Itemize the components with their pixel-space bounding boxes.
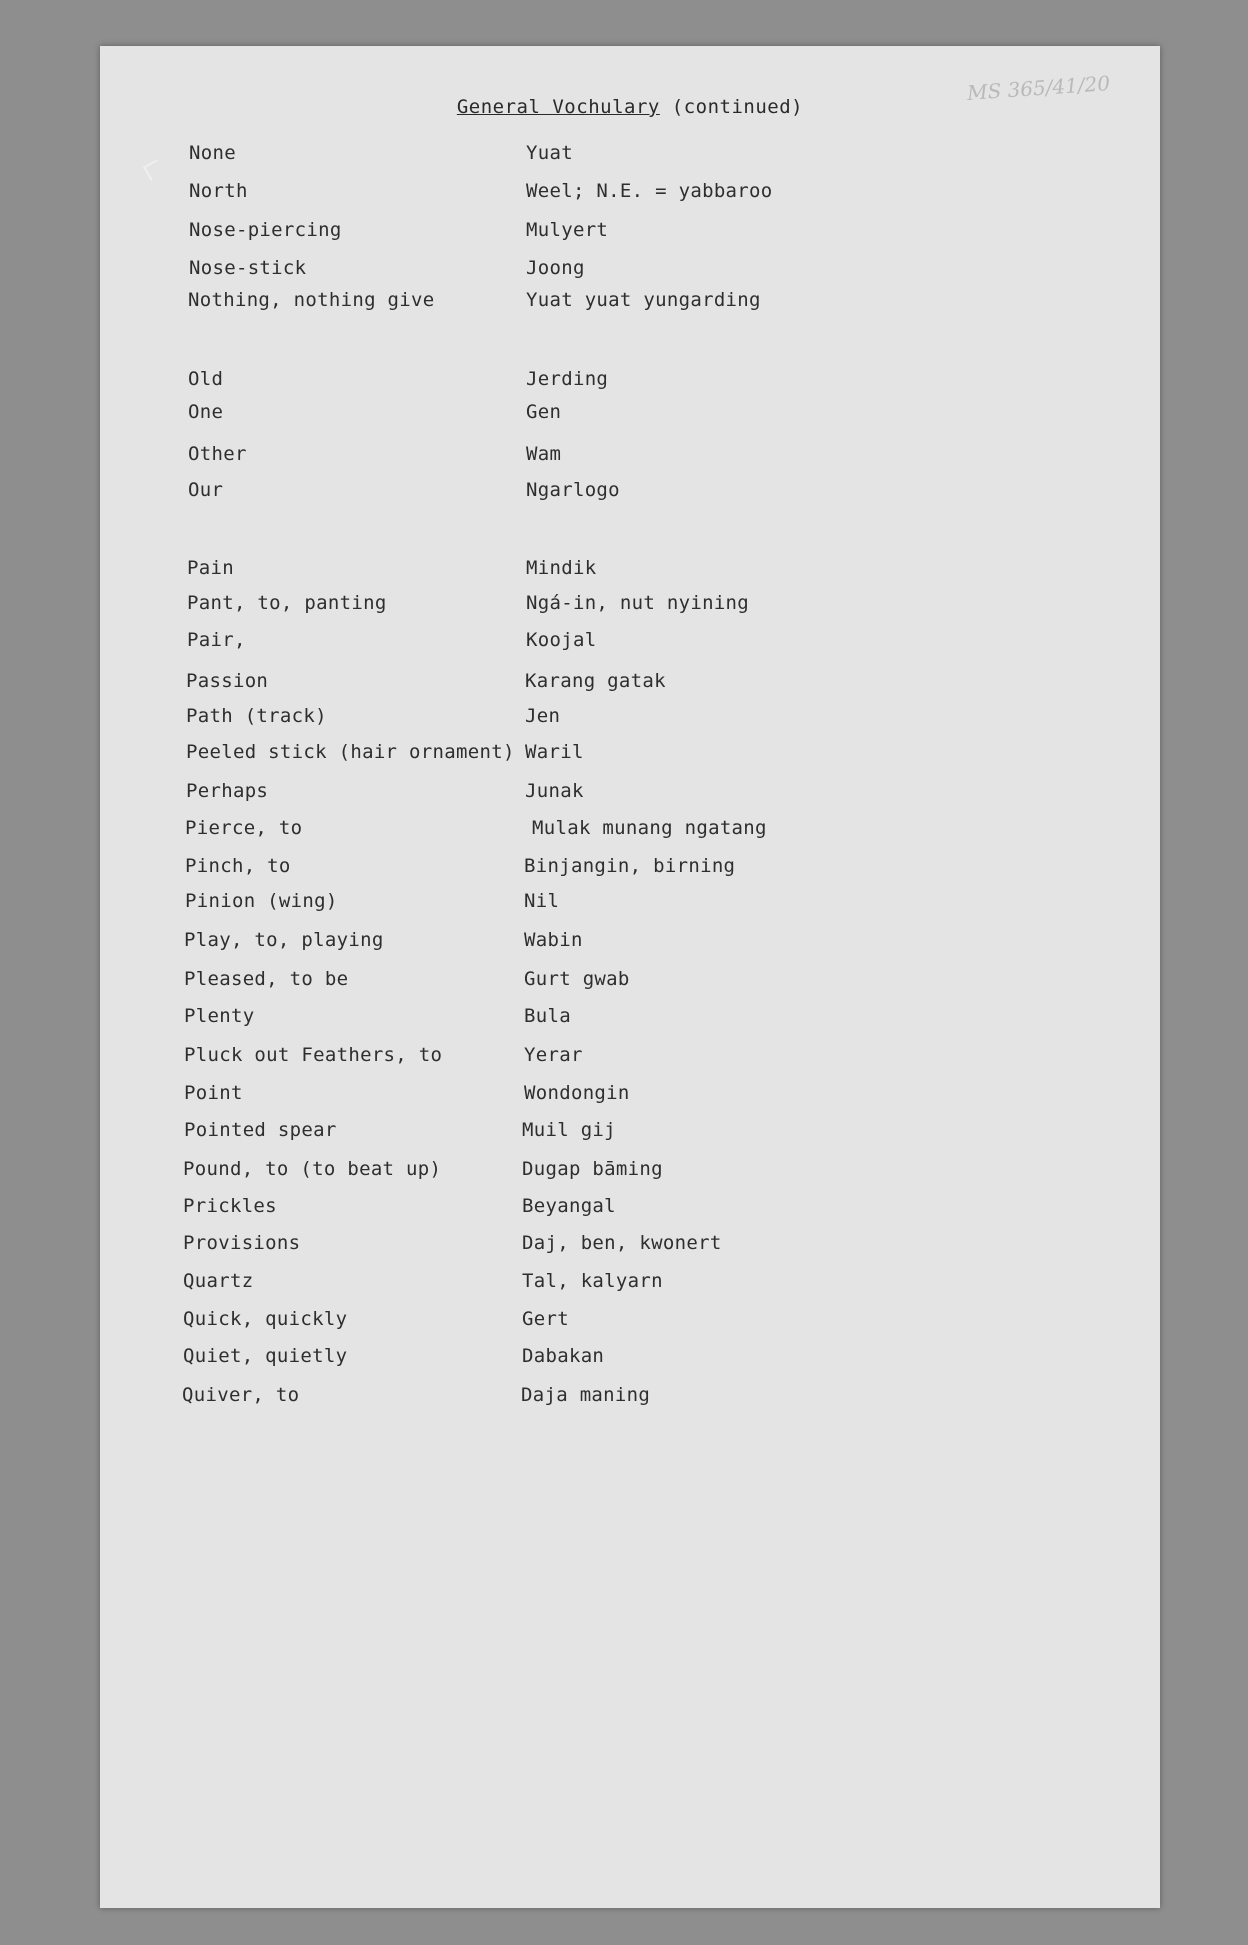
vocabulary-entry bbox=[100, 257, 1160, 287]
english-term: Pointed spear bbox=[184, 1119, 337, 1141]
vocabulary-entry bbox=[100, 142, 1160, 172]
vocabulary-entry bbox=[100, 368, 1160, 398]
english-term: Quick, quickly bbox=[183, 1308, 348, 1330]
english-term: Pair, bbox=[187, 629, 246, 651]
english-term: Pierce, to bbox=[185, 817, 303, 839]
vocabulary-entry bbox=[100, 817, 1160, 847]
vocabulary-entry bbox=[100, 629, 1160, 659]
native-term: Junak bbox=[525, 780, 584, 802]
native-term: Mindik bbox=[526, 557, 597, 579]
heading-title: General Vochulary bbox=[456, 96, 660, 118]
vocabulary-entry bbox=[100, 443, 1160, 473]
vocabulary-entry bbox=[100, 1384, 1160, 1414]
vocabulary-entry bbox=[100, 1308, 1160, 1338]
native-term: Wabin bbox=[524, 929, 583, 951]
vocabulary-entry bbox=[100, 855, 1160, 885]
english-term: Old bbox=[188, 368, 224, 390]
native-term: Nil bbox=[524, 890, 560, 912]
english-term: Play, to, playing bbox=[184, 929, 384, 951]
english-term: Quiver, to bbox=[182, 1384, 300, 1406]
english-term: Quartz bbox=[183, 1270, 254, 1292]
vocabulary-entry bbox=[100, 1082, 1160, 1112]
native-term: Yuat bbox=[526, 142, 573, 164]
vocabulary-entry bbox=[100, 1044, 1160, 1074]
vocabulary-list bbox=[100, 46, 1160, 1908]
english-term: Path (track) bbox=[186, 705, 327, 727]
native-term: Binjangin, birning bbox=[524, 855, 736, 877]
vocabulary-entry bbox=[100, 741, 1160, 771]
vocabulary-entry bbox=[100, 1158, 1160, 1188]
native-term: Gen bbox=[526, 401, 562, 423]
native-term: Jerding bbox=[526, 368, 609, 390]
english-term: Nose-stick bbox=[189, 257, 307, 279]
vocabulary-entry bbox=[100, 557, 1160, 587]
native-term: Mulyert bbox=[526, 219, 609, 241]
english-term: Pain bbox=[187, 557, 234, 579]
native-term: Weel; N.E. = yabbaroo bbox=[526, 180, 773, 202]
vocabulary-entry bbox=[100, 401, 1160, 431]
english-term: Other bbox=[188, 443, 247, 465]
native-term: Gurt gwab bbox=[524, 968, 630, 990]
native-term: Gert bbox=[522, 1308, 569, 1330]
vocabulary-entry bbox=[100, 780, 1160, 810]
vocabulary-entry bbox=[100, 479, 1160, 509]
vocabulary-entry bbox=[100, 1119, 1160, 1149]
vocabulary-entry bbox=[100, 289, 1160, 319]
english-term: Point bbox=[184, 1082, 243, 1104]
english-term: Pleased, to be bbox=[184, 968, 349, 990]
native-term: Yuat yuat yungarding bbox=[526, 289, 761, 311]
english-term: Nose-piercing bbox=[189, 219, 342, 241]
archive-reference-pencil: MS 365/41/20 bbox=[966, 71, 1111, 105]
english-term: Plenty bbox=[184, 1005, 255, 1027]
native-term: Bula bbox=[524, 1005, 571, 1027]
english-term: Pinch, to bbox=[185, 855, 291, 877]
native-term: Jen bbox=[525, 705, 561, 727]
native-term: Dugap bāming bbox=[522, 1158, 663, 1180]
english-term: Nothing, nothing give bbox=[188, 289, 435, 311]
english-term: Pinion (wing) bbox=[185, 890, 338, 912]
native-term: Mulak munang ngatang bbox=[532, 817, 767, 839]
vocabulary-entry bbox=[100, 1270, 1160, 1300]
english-term: Pluck out Feathers, to bbox=[184, 1044, 443, 1066]
native-term: Wondongin bbox=[524, 1082, 630, 1104]
english-term: Our bbox=[188, 479, 224, 501]
heading-suffix: (continued) bbox=[671, 96, 804, 118]
english-term: Pant, to, panting bbox=[187, 592, 387, 614]
vocabulary-entry bbox=[100, 929, 1160, 959]
vocabulary-entry bbox=[100, 1005, 1160, 1035]
english-term: Prickles bbox=[183, 1195, 277, 1217]
native-term: Dabakan bbox=[522, 1345, 605, 1367]
vocabulary-entry bbox=[100, 1345, 1160, 1375]
vocabulary-entry bbox=[100, 890, 1160, 920]
native-term: Daj, ben, kwonert bbox=[522, 1232, 722, 1254]
english-term: One bbox=[188, 401, 224, 423]
native-term: Joong bbox=[526, 257, 585, 279]
vocabulary-entry bbox=[100, 670, 1160, 700]
vocabulary-entry bbox=[100, 1195, 1160, 1225]
english-term: North bbox=[189, 180, 248, 202]
vocabulary-entry bbox=[100, 1232, 1160, 1262]
native-term: Muil gij bbox=[522, 1119, 616, 1141]
english-term: Quiet, quietly bbox=[183, 1345, 348, 1367]
vocabulary-entry bbox=[100, 592, 1160, 622]
native-term: Daja maning bbox=[521, 1384, 651, 1406]
english-term: Pound, to (to beat up) bbox=[183, 1158, 442, 1180]
native-term: Wam bbox=[526, 443, 562, 465]
english-term: Perhaps bbox=[186, 780, 269, 802]
vocabulary-entry bbox=[100, 705, 1160, 735]
vocabulary-entry bbox=[100, 968, 1160, 998]
native-term: Karang gatak bbox=[525, 670, 666, 692]
vocabulary-entry bbox=[100, 219, 1160, 249]
english-term: Provisions bbox=[183, 1232, 301, 1254]
native-term: Waril bbox=[525, 741, 584, 763]
english-term: Passion bbox=[186, 670, 269, 692]
vocabulary-entry bbox=[100, 180, 1160, 210]
english-term: Peeled stick (hair ornament) bbox=[186, 741, 515, 763]
english-term: None bbox=[189, 142, 236, 164]
native-term: Yerar bbox=[524, 1044, 583, 1066]
native-term: Koojal bbox=[526, 629, 597, 651]
native-term: Ngá-in, nut nyining bbox=[526, 592, 750, 614]
native-term: Beyangal bbox=[522, 1195, 616, 1217]
native-term: Ngarlogo bbox=[526, 479, 620, 501]
native-term: Tal, kalyarn bbox=[522, 1270, 663, 1292]
typewritten-page bbox=[100, 46, 1160, 1908]
